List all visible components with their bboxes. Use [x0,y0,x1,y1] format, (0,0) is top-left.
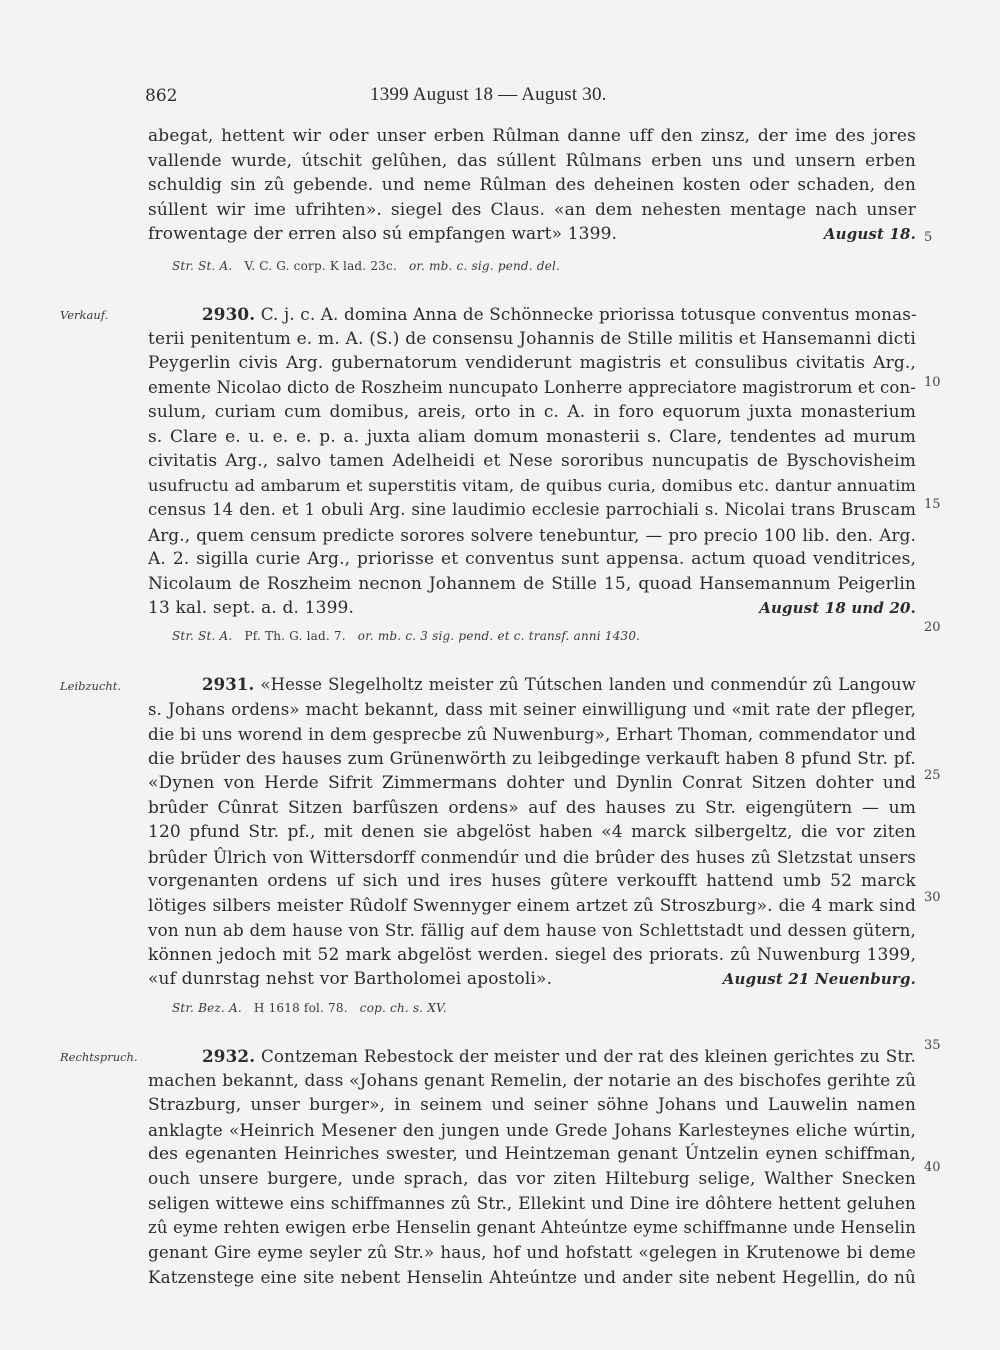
entry-2929-dateline [148,222,916,247]
text-line: die bi uns worend in dem gesprecbe zû Nuwenburg», Erhart Thoman, commendator und [148,724,916,744]
text-line: vorgenanten ordens uf sich und ires huses gûtere verkoufft hattend umb 52 marck [148,871,916,891]
source-archive: Str. St. A. [172,259,233,273]
margin-label-leibzucht: Leibzucht. [60,679,122,693]
text-line: emente Nicolao dicto de Roszheim nuncupato Lonherre appreciatore magistrorum et con- [148,377,916,397]
source-signature: Pf. Th. G. lad. 7. [244,629,346,643]
text-line: 2931. «Hesse Slegelholtz meister zû Tútschen landen und conmendúr zû Langouw [202,675,916,694]
source-signature: H 1618 fol. 78. [253,1001,348,1015]
text-line: 2932. Contzeman Rebestock der meister und der rat des kleinen gerichtes zu Str. [202,1046,916,1066]
text-line: 13 kal. sept. a. d. 1399. [148,598,355,618]
text-line: Arg., quem censum predicte sorores solvere tenebuntur, — pro precio 100 lib. den. Arg. [148,524,916,545]
line-number: 40 [924,1160,941,1175]
text-line: abegat, hettent wir oder unser erben Rûlman danne uff den zinsz, der ime des jores [148,126,916,146]
line-number: 15 [924,497,941,512]
entry-2930-source [172,629,912,643]
text-line: schuldig sin zû gebende. und neme Rûlman des deheinen kosten oder schaden, den [148,175,916,195]
text-line: des egenanten Heinriches swester, und Heintzeman genant Úntzelin eynen schiffman, [148,1144,916,1164]
text-line: ouch unsere burgere, unde sprach, das vor ziten Hilteburg selige, Walther Snecken [148,1168,916,1189]
text-line: census 14 den. et 1 obuli Arg. sine laudimio ecclesie parrochiali s. Nicolai trans Bruscam [148,500,916,519]
text-line: terii penitentum e. m. A. (S.) de consensu Johannis de Stille militis et Hansemanni dicti [148,328,916,349]
entry-number: 2932. [202,1046,256,1066]
text-line: können jedoch mit 52 mark abgelöst werden. siegel des priorats. zû Nuwenburg 1399, [148,944,916,965]
text-line: frowentage der erren also sú empfangen wart» 1399. [148,224,618,244]
entry-date: August 18 und 20. [759,599,916,617]
line-number: 35 [924,1038,941,1053]
text-line: von nun ab dem hause von Str. fällig auf dem hause von Schlettstadt und dessen gütern, [148,920,916,940]
entry-number: 2930. [202,304,256,324]
page-header [145,86,915,114]
text-line: lötiges silbers meister Rûdolf Swennyger einem artzet zû Stroszburg». die 4 mark sind [148,895,916,916]
text-line: usufructu ad ambarum et superstitis vitam, de quibus curia, domibus etc. dantur annuatim [148,475,916,495]
text-line: brûder Cûnrat Sitzen barfûszen ordens» auf des hauses zu Str. eigengütern — um [148,797,916,818]
text-line: s. Johans ordens» macht bekannt, dass mit seiner einwilligung und «mit rate der pfleger, [148,699,916,719]
entry-2929-source [172,259,912,273]
line-number: 5 [924,230,933,245]
entry-2931-body [148,673,916,992]
source-signature: V. C. G. corp. K lad. 23c. [244,259,397,273]
page-number: 862 [145,86,178,106]
text-line: A. 2. sigilla curie Arg., priorisse et conventus sunt appensa. actum quoad venditrices, [148,549,916,569]
text-line: 120 pfund Str. pf., mit denen sie abgelöst haben «4 marck silbergeltz, die vor ziten [148,822,916,842]
source-note: cop. ch. s. XV. [359,1001,447,1015]
text-line: Peygerlin civis Arg. gubernatorum vendiderunt magistris et consulibus civitatis Arg., [148,353,916,373]
text-line: Katzenstege eine site nebent Henselin Ahteúntze und ander site nebent Hegellin, do nû [148,1266,916,1287]
line-number: 10 [924,375,941,390]
entry-2931-source [172,1001,912,1015]
entry-2930-body [148,302,916,621]
entry-2932-body [148,1044,916,1289]
text-line: machen bekannt, dass «Johans genant Remelin, der notarie an des bischofes gerihte zû [148,1070,917,1091]
text-line: súllent wir ime ufrihten». siegel des Claus. «an dem nehesten mentage nach unser [148,199,916,220]
source-note: or. mb. c. 3 sig. pend. et c. transf. anni 1430. [357,629,641,643]
text-line: vallende wurde, útschit gelûhen, das súllent Rûlmans erben uns und unsern erben [148,150,916,171]
entry-date: August 21 Neuenburg. [722,970,916,988]
source-archive: Str. Bez. A. [172,1001,242,1015]
entry-2930-dateline [148,596,916,621]
line-number: 25 [924,768,941,783]
text-line: die brüder des hauses zum Grünenwörth zu leibgedinge verkauft haben 8 pfund Str. pf. [148,748,916,769]
line-number: 30 [924,890,941,905]
margin-label-rechtspruch: Rechtspruch. [60,1050,138,1064]
text-line: anklagte «Heinrich Mesener den jungen unde Grede Johans Karlesteynes eliche wúrtin, [148,1119,916,1140]
margin-label-verkauf: Verkauf. [60,308,109,322]
entry-2931-dateline [148,967,916,992]
source-note: or. mb. c. sig. pend. del. [409,259,561,273]
text-line: zû eyme rehten ewigen erbe Henselin genant Ahteúntze eyme schiffmanne unde Henselin [148,1217,916,1237]
text-line: Strazburg, unser burger», in seinem und seiner söhne Johans und Lauwelin namen [148,1095,916,1115]
text-line: civitatis Arg., salvo tamen Adelheidi et Nese sororibus nuncupatis de Byschovisheim [148,451,916,471]
entry-2929-body [148,124,916,247]
text-line: s. Clare e. u. e. e. p. a. juxta aliam domum monasterii s. Clare, tendentes ad murum [148,426,916,447]
running-title: 1399 August 18 — August 30. [370,84,607,105]
text-line: genant Gire eyme seyler zû Str.» haus, hof und hofstatt «gelegen in Krutenowe bi deme [148,1242,916,1262]
text-line: 2930. C. j. c. A. domina Anna de Schönnecke priorissa totusque conventus monas- [202,304,917,324]
text-line: «uf dunrstag nehst vor Bartholomei apostoli». [148,969,553,989]
text-line: «Dynen von Herde Sifrit Zimmermans dohter und Dynlin Conrat Sitzen dohter und [148,773,916,793]
entry-number: 2931. [202,675,255,694]
line-number: 20 [924,620,941,635]
source-archive: Str. St. A. [172,629,233,643]
text-line: sulum, curiam cum domibus, areis, orto in c. A. in foro equorum juxta monasterium [148,402,916,422]
text-line: brûder Ûlrich von Wittersdorff conmendúr und die brûder des huses zû Sletzstat unsers [148,846,916,867]
text-line: seligen wittewe eins schiffmannes zû Str., Ellekint und Dine ire dôhtere hettent geluhen [148,1193,916,1213]
entry-date: August 18. [823,225,916,243]
text-line: Nicolaum de Roszheim necnon Johannem de Stille 15, quoad Hansemannum Peigerlin [148,573,916,594]
